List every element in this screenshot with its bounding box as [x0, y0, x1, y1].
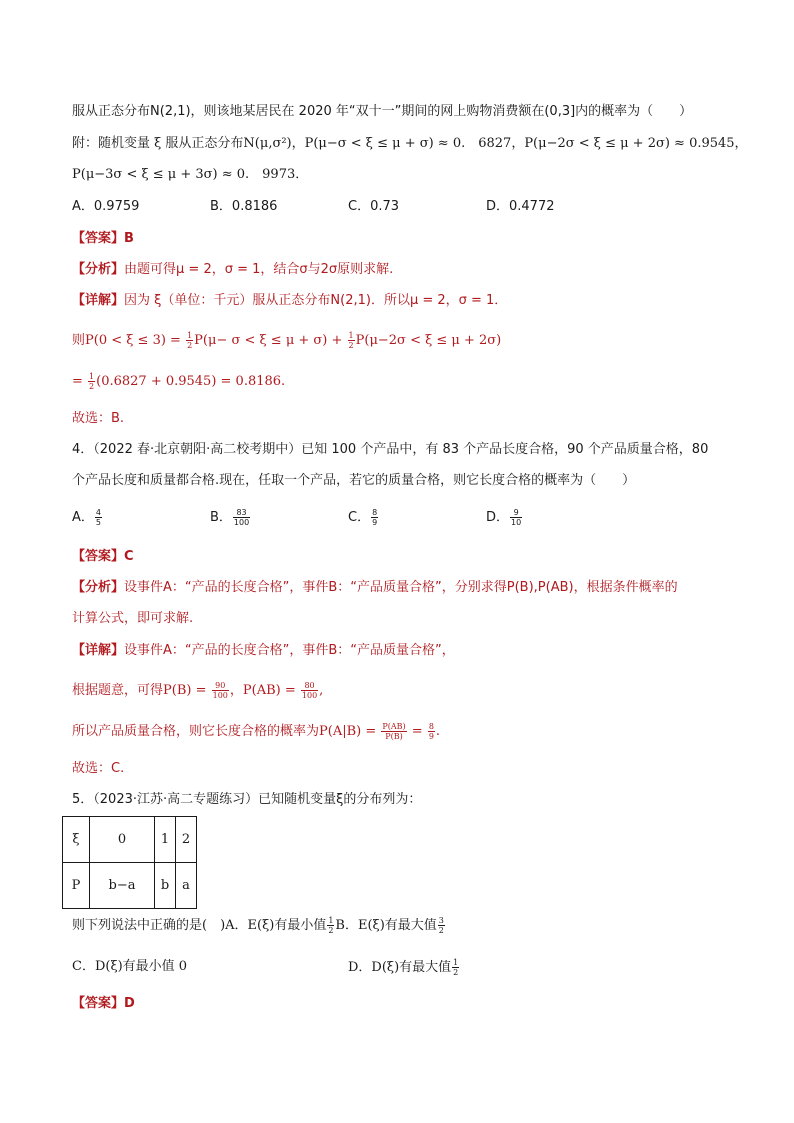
answer-tag: 【答案】: [72, 549, 125, 564]
analysis-text: 由题可得μ = 2，σ = 1，结合σ与2σ原则求解.: [124, 262, 394, 277]
analysis-tag: 【分析】: [72, 262, 125, 277]
table-cell: b−a: [90, 863, 155, 909]
analysis-text: 设事件A：“产品的长度合格”，事件B：“产品质量合格”，分别求得P(B),P(AB)，根据条件概率的: [124, 580, 678, 595]
q4-step1: 根据题意，可得P(B) = $\frac{90}{100}$ ，P(AB) = $\frac{80}{100}$ ,: [72, 681, 324, 700]
detail-tag: 【详解】: [72, 643, 125, 658]
q4-detail: [72, 642, 455, 660]
half-fraction: $\frac{1}{2}$: [348, 331, 354, 350]
answer-tag: 【答案】: [72, 231, 125, 246]
table-cell: P: [63, 863, 90, 909]
q5-option-d: D．D(ξ)有最大值 $\frac{1}{2}$: [348, 958, 459, 977]
q5-answer: [72, 995, 135, 1013]
q4-option-a: A． $\frac{4}{5}$: [72, 508, 101, 527]
table-cell: 0: [90, 817, 155, 863]
q5-stem: 5．（2023·江苏·高二专题练习）已知随机变量ξ的分布列为：: [72, 792, 422, 807]
q4-option-b: B． $\frac{83}{100}$: [210, 508, 250, 527]
q3-choose: 故选：B.: [72, 411, 125, 426]
q4-analysis-line1: [72, 579, 678, 597]
table-row: [63, 863, 197, 909]
answer-value: C: [124, 549, 134, 564]
distribution-table: [62, 816, 197, 909]
q3-option-a: A．0.9759: [72, 199, 140, 214]
step-text: P(μ− σ < ξ ≤ μ + σ) +: [194, 333, 347, 348]
q3-step1: [72, 331, 501, 350]
q5-options-line1: 则下列说法中正确的是( )A．E(ξ)有最小值 $\frac{1}{2}$ B．E(ξ)有最大值 $\frac{3}{2}$: [72, 916, 444, 935]
detail-text: 因为 ξ（单位：千元）服从正态分布N(2,1)．所以μ = 2，σ = 1．: [124, 293, 508, 308]
analysis-tag: 【分析】: [72, 580, 125, 595]
step-text: 则P(0 < ξ ≤ 3) =: [72, 333, 186, 348]
q3-step2: [72, 372, 285, 391]
q4-stem-line2: 个产品长度和质量都合格.现在，任取一个产品，若它的质量合格，则它长度合格的概率为（ ）: [72, 473, 636, 488]
q4-option-c: C． $\frac{8}{9}$: [348, 508, 378, 527]
step-text: P(μ−2σ < ξ ≤ μ + 2σ): [355, 333, 502, 348]
step-text: (0.6827 + 0.9545) = 0.8186.: [96, 374, 286, 389]
q3-analysis: [72, 261, 393, 279]
q4-answer: [72, 548, 134, 566]
q3-stem: 服从正态分布N(2,1)，则该地某居民在 2020 年“双十一”期间的网上购物消费额在(0,3]内的概率为（ ）: [72, 104, 693, 119]
answer-value: D: [124, 996, 135, 1011]
q3-note-line1: 附：随机变量 ξ 服从正态分布N(μ,σ²)，P(μ−σ < ξ ≤ μ + σ) ≈ 0. 6827，P(μ−2σ < ξ ≤ μ + 2σ) ≈ 0.9545，: [72, 136, 748, 151]
table-cell: b: [155, 863, 176, 909]
answer-tag: 【答案】: [72, 996, 125, 1011]
half-fraction: $\frac{1}{2}$: [187, 331, 193, 350]
table-cell: a: [176, 863, 197, 909]
table-cell: ξ: [63, 817, 90, 863]
q5-option-c: C．D(ξ)有最小值 0: [72, 959, 188, 974]
table-cell: 1: [155, 817, 176, 863]
q3-note-line2: P(μ−3σ < ξ ≤ μ + 3σ) ≈ 0. 9973．: [72, 167, 309, 182]
q4-stem-line1: 4．（2022 春·北京朝阳·高二校考期中）已知 100 个产品中，有 83 个产品长度合格，90 个产品质量合格，80: [72, 442, 709, 457]
q3-answer: [72, 230, 134, 248]
q4-step2: 所以产品质量合格，则它长度合格的概率为P(A|B) = $\frac{P(AB)}{P(B)}$ = $\frac{8}{9}$ .: [72, 722, 441, 741]
step-text: =: [72, 374, 88, 389]
answer-value: B: [124, 231, 134, 246]
detail-tag: 【详解】: [72, 293, 125, 308]
q3-option-d: D．0.4772: [486, 199, 555, 214]
q3-option-b: B．0.8186: [210, 199, 278, 214]
q4-choose: 故选：C.: [72, 761, 125, 776]
detail-text: 设事件A：“产品的长度合格”，事件B：“产品质量合格”，: [124, 643, 455, 658]
table-row: [63, 817, 197, 863]
q3-detail: [72, 292, 507, 310]
q3-option-c: C．0.73: [348, 199, 400, 214]
table-cell: 2: [176, 817, 197, 863]
q4-option-d: D． $\frac{9}{10}$: [486, 508, 522, 527]
half-fraction: $\frac{1}{2}$: [89, 372, 95, 391]
q4-analysis-line2: 计算公式，即可求解.: [72, 611, 194, 626]
